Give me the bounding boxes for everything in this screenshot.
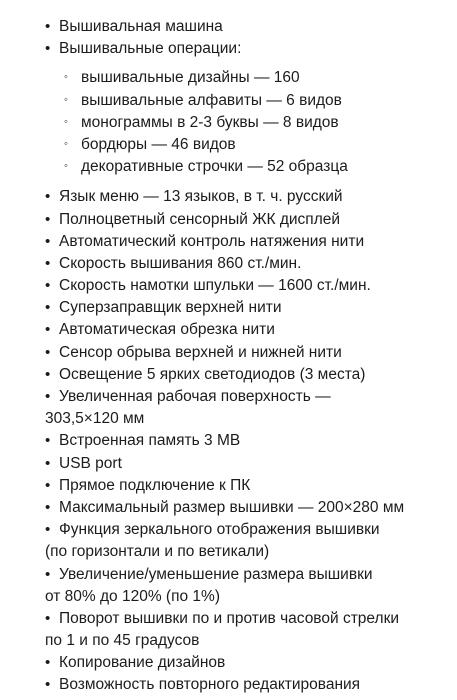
list-item-continuation [0, 408, 457, 430]
list-item [0, 364, 457, 386]
list-item-text: Полноцветный сенсорный ЖК дисплей [59, 210, 341, 228]
list-item-text: Возможность повторного редактирования [59, 676, 361, 694]
sub-list [0, 67, 457, 178]
bullet-icon: • [45, 521, 51, 539]
list-item [0, 652, 457, 674]
hollow-bullet-icon: ◦ [64, 93, 68, 106]
list-item [0, 297, 457, 319]
list-item-text: Прямое подключение к ПК [59, 476, 251, 494]
list-item [0, 209, 457, 231]
sub-list-item [0, 67, 457, 89]
list-item [0, 253, 457, 275]
spacer [0, 60, 457, 67]
sub-list-item-text: монограммы в 2-3 буквы — 8 видов [81, 113, 339, 131]
list-item-text: Суперзаправщик верхней нити [59, 299, 282, 317]
list-item [0, 608, 457, 630]
bullet-icon: • [45, 476, 51, 494]
bullet-icon: • [45, 210, 51, 228]
list-item [0, 674, 457, 696]
spacer [0, 178, 457, 186]
bullet-icon: • [45, 343, 51, 361]
sub-list-item [0, 134, 457, 156]
list-item [0, 453, 457, 475]
list-item-text: Встроенная память 3 MB [59, 432, 241, 450]
sub-list-item-text: вышивальные алфавиты — 6 видов [81, 91, 342, 109]
list-item-text: Функция зеркального отображения вышивки [59, 521, 380, 539]
list-item-text: Поворот вышивки по и против часовой стрелки [59, 609, 400, 627]
sub-list-item-text: вышивальные дизайны — 160 [81, 69, 300, 87]
sub-list-item-text: бордюры — 46 видов [81, 135, 236, 153]
bullet-icon: • [45, 432, 51, 450]
list-item-text: Автоматический контроль натяжения нити [59, 232, 365, 250]
hollow-bullet-icon: ◦ [64, 137, 68, 150]
list-item-continuation [0, 541, 457, 563]
bullet-icon: • [45, 454, 51, 472]
list-item-text: USB port [59, 454, 122, 472]
list-item-text: Копирование дизайнов [59, 654, 226, 672]
list-item-continuation [0, 630, 457, 652]
list-item [0, 186, 457, 208]
feature-list [0, 186, 457, 696]
bullet-icon: • [45, 299, 51, 317]
list-item [0, 497, 457, 519]
list-item-continuation-text: по 1 и по 45 градусов [45, 632, 200, 650]
bullet-icon: • [45, 565, 51, 583]
bullet-icon: • [45, 676, 51, 694]
list-item [0, 16, 457, 38]
list-item-text: Освещение 5 ярких светодиодов (3 места) [59, 365, 366, 383]
bullet-icon: • [45, 254, 51, 272]
bullet-icon: • [45, 365, 51, 383]
bullet-icon: • [45, 388, 51, 405]
list-item [0, 231, 457, 253]
bullet-icon: • [45, 654, 51, 672]
list-item-text: Вышивальные операции: [59, 40, 242, 58]
list-item-continuation-text: от 80% до 120% (по 1%) [45, 587, 220, 605]
list-item [0, 38, 457, 60]
bullet-icon: • [45, 321, 51, 339]
list-item-text: Вышивальная машина [59, 18, 223, 35]
bullet-icon: • [45, 609, 51, 627]
list-item [0, 275, 457, 297]
list-item [0, 430, 457, 452]
bullet-icon: • [45, 188, 51, 206]
sub-list-item-text: декоративные строчки — 52 образца [81, 158, 348, 176]
list-item-text: Увеличение/уменьшение размера вышивки [59, 565, 373, 583]
list-item [0, 319, 457, 341]
list-item-continuation [0, 586, 457, 608]
sub-list-item [0, 90, 457, 112]
spec-document [0, 16, 457, 697]
list-item-text: Увеличенная рабочая поверхность — [59, 388, 331, 405]
list-item [0, 475, 457, 497]
list-item [0, 342, 457, 364]
list-item-text: Скорость намотки шпульки — 1600 ст./мин. [59, 277, 371, 295]
list-item-continuation-text: (по горизонтали и по ветикали) [45, 543, 270, 561]
list-item-continuation-text: 303,5×120 мм [45, 410, 145, 428]
list-item [0, 386, 457, 408]
bullet-icon: • [45, 40, 51, 58]
list-item-text: Скорость вышивания 860 ст./мин. [59, 254, 302, 272]
list-item-text: Автоматическая обрезка нити [59, 321, 275, 339]
list-item-text: Язык меню — 13 языков, в т. ч. русский [59, 188, 343, 206]
sub-list-item [0, 156, 457, 178]
bullet-icon: • [45, 18, 51, 35]
list-item [0, 564, 457, 586]
sub-list-item [0, 112, 457, 134]
hollow-bullet-icon: ◦ [64, 160, 68, 173]
bullet-icon: • [45, 498, 51, 516]
hollow-bullet-icon: ◦ [64, 115, 68, 128]
list-item [0, 519, 457, 541]
hollow-bullet-icon: ◦ [64, 71, 68, 84]
list-item-text: Сенсор обрыва верхней и нижней нити [59, 343, 342, 361]
bullet-icon: • [45, 277, 51, 295]
list-item-text: Максимальный размер вышивки — 200×280 мм [59, 498, 405, 516]
bullet-icon: • [45, 232, 51, 250]
